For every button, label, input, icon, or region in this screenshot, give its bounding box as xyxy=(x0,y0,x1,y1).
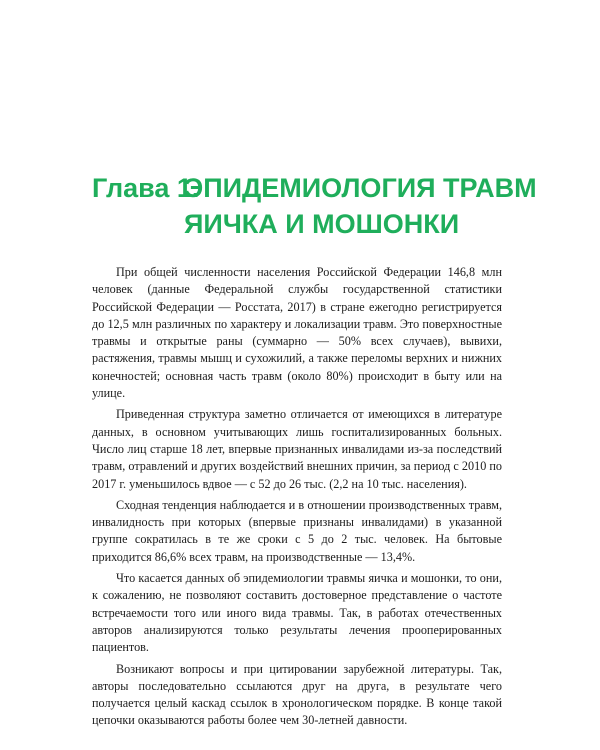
chapter-title-line1: ЭПИДЕМИОЛОГИЯ ТРАВМ xyxy=(184,173,537,203)
paragraph-3: Сходная тенденция наблюдается и в отношении производственных травм, инвалидность при которых (впервые признаны инвалидами) в указанной группе сократилась в те же сроки с 5 до 2 тыс. человек. На бытовые приходится 86,6% всех травм, на производственные — 13,4%. xyxy=(92,497,502,564)
chapter-title-line2: ЯИЧКА И МОШОНКИ xyxy=(184,209,460,239)
paragraph-4: Что касается данных об эпидемиологии травмы яичка и мошонки, то они, к сожалению, не позволяют составить достоверное представление о частоте встречаемости того или иного вида травмы. Так, в работах отечественных авторов анализируются только результаты лечения прооперированных пациентов. xyxy=(92,571,502,655)
paragraph-1: При общей численности населения Российской Федерации 146,8 млн человек (данные Федеральной службы государственной статистики Российской Федерации — Росстата, 2017) в стране ежегодно регистрируется до 12,5 млн различных по характеру и локализации травм. Это поверхностные травмы и открытые раны (суммарно — 50% всех случаев), вывихи, растяжения, травмы мышц и сухожилий, а также переломы верхних и нижних конечностей; основная часть травм (около 80%) происходит в быту или на улице. xyxy=(92,265,502,401)
paragraph-5: Возникают вопросы и при цитировании зарубежной литературы. Так, авторы последовательно ссылаются друг на друга, в результате чего получается целый каскад ссылок в хронологическом порядке. В конце такой цепочки оказываются работы более чем 30-летней давности. xyxy=(92,661,502,728)
chapter-label: Глава 1. xyxy=(92,173,200,203)
chapter-heading-line1 xyxy=(92,170,552,206)
paragraph-2: Приведенная структура заметно отличается от имеющихся в литературе данных, в основном учитывающих лишь госпитализированных больных. Число лиц старше 18 лет, впервые признанных инвалидами из-за последствий травм, отравлений и других воздействий внешних причин, за период с 2010 по 2017 г. уменьшилось вдвое — с 52 до 26 тыс. (2,2 на 10 тыс. населения). xyxy=(92,407,502,491)
chapter-body xyxy=(92,264,502,734)
chapter-heading xyxy=(92,170,552,242)
